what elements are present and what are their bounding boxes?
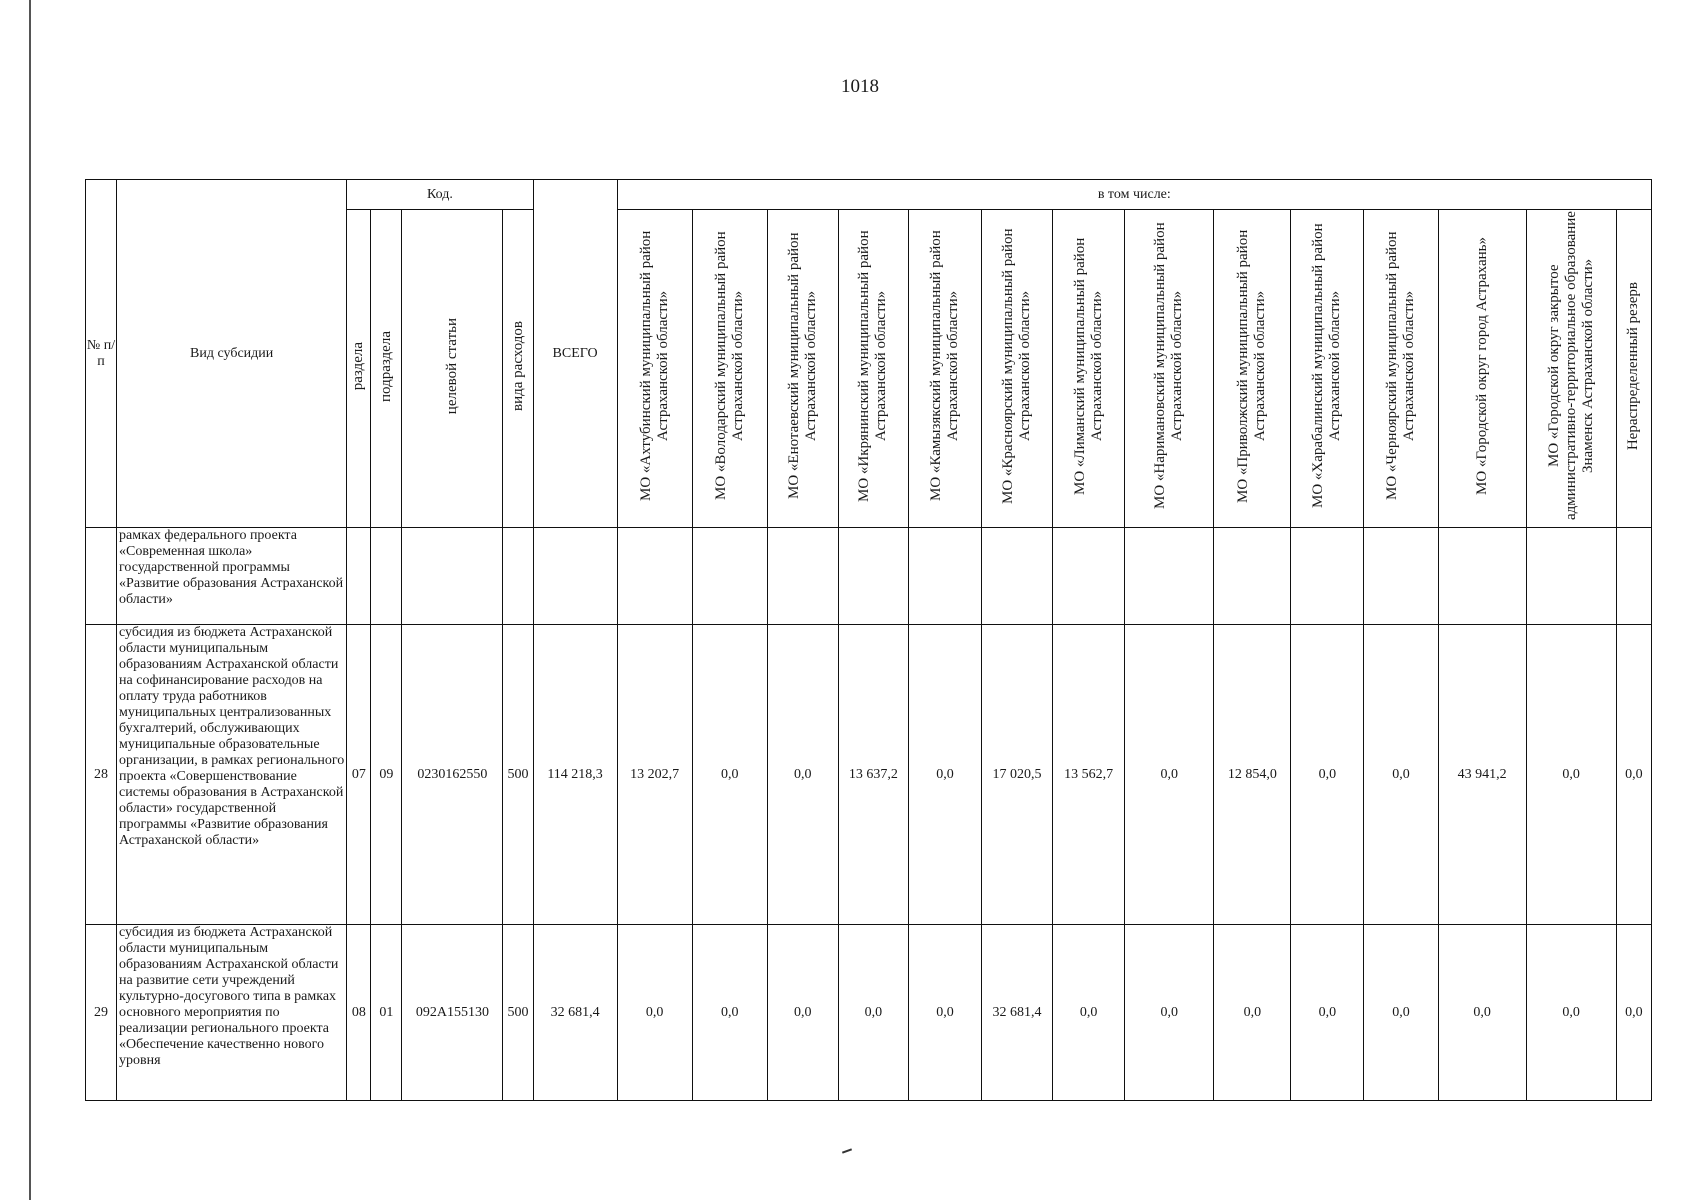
row-mo-value: 0,0: [1364, 625, 1438, 925]
scan-mark: [842, 1148, 852, 1153]
row-number: [86, 528, 117, 625]
subsidy-table: [85, 179, 1652, 1101]
header-type: Вид субсидии: [117, 180, 347, 528]
row-number: 29: [86, 925, 117, 1101]
header-mo-col: МО «Икрянинский муниципальный район Астраханской области»: [838, 210, 908, 528]
row-mo-value: [1438, 528, 1526, 625]
row-razdel: 08: [347, 925, 371, 1101]
header-mo-col: Нераспределенный резерв: [1616, 210, 1651, 528]
header-mo-col: МО «Красноярский муниципальный район Астраханской области»: [982, 210, 1053, 528]
header-vid: вида расходов: [503, 210, 533, 528]
row-mo-value: 17 020,5: [982, 625, 1053, 925]
row-podrazdel: 01: [371, 925, 402, 1101]
row-mo-value: [617, 528, 692, 625]
row-mo-value: [1214, 528, 1291, 625]
header-mo-col: МО «Лиманский муниципальный район Астраханской области»: [1053, 210, 1125, 528]
row-total: 32 681,4: [533, 925, 617, 1101]
header-total: ВСЕГО: [533, 180, 617, 528]
header-code: Код.: [347, 180, 533, 210]
header-mo-col: МО «Харабалинский муниципальный район Астраханской области»: [1291, 210, 1364, 528]
row-razdel: [347, 528, 371, 625]
row-mo-value: 0,0: [1291, 625, 1364, 925]
row-mo-value: 0,0: [908, 625, 981, 925]
header-mo-col: МО «Наримановский муниципальный район Астраханской области»: [1125, 210, 1214, 528]
row-mo-value: 0,0: [692, 925, 767, 1101]
header-mo-col: МО «Городской округ закрытое административно-территориальное образование Знаменск Астраханской области»: [1526, 210, 1616, 528]
row-mo-value: 12 854,0: [1214, 625, 1291, 925]
header-cel: целевой статьи: [402, 210, 503, 528]
row-description: субсидия из бюджета Астраханской области муниципальным образованиям Астраханской области на развитие сети учреждений культурно-досугового типа в рамках основного мероприятия по реализации регионального проекта «Обеспечение качественно нового уровня: [117, 925, 347, 1101]
row-mo-value: [1125, 528, 1214, 625]
row-mo-value: [767, 528, 838, 625]
row-podrazdel: 09: [371, 625, 402, 925]
row-mo-value: [1616, 528, 1651, 625]
row-mo-value: [1364, 528, 1438, 625]
row-mo-value: 0,0: [1214, 925, 1291, 1101]
row-mo-value: 13 202,7: [617, 625, 692, 925]
row-mo-value: [692, 528, 767, 625]
header-including: в том числе:: [617, 180, 1651, 210]
header-podrazdel: подраздела: [371, 210, 402, 528]
header-razdel: раздела: [347, 210, 371, 528]
row-mo-value: 0,0: [767, 625, 838, 925]
row-mo-value: 0,0: [1053, 925, 1125, 1101]
row-cel: 0230162550: [402, 625, 503, 925]
row-mo-value: 0,0: [692, 625, 767, 925]
row-mo-value: 0,0: [1526, 925, 1616, 1101]
row-mo-value: [982, 528, 1053, 625]
row-mo-value: 0,0: [1291, 925, 1364, 1101]
row-mo-value: 0,0: [1616, 925, 1651, 1101]
row-vid: 500: [503, 925, 533, 1101]
header-mo-col: МО «Приволжский муниципальный район Астраханской области»: [1214, 210, 1291, 528]
row-mo-value: 13 562,7: [1053, 625, 1125, 925]
row-razdel: 07: [347, 625, 371, 925]
row-mo-value: 0,0: [1364, 925, 1438, 1101]
header-mo-col: МО «Черноярский муниципальный район Астраханской области»: [1364, 210, 1438, 528]
header-mo-col: МО «Володарский муниципальный район Астраханской области»: [692, 210, 767, 528]
row-total: [533, 528, 617, 625]
row-mo-value: [1291, 528, 1364, 625]
row-vid: [503, 528, 533, 625]
row-mo-value: 43 941,2: [1438, 625, 1526, 925]
row-cel: 092А155130: [402, 925, 503, 1101]
row-mo-value: 0,0: [1438, 925, 1526, 1101]
row-mo-value: 0,0: [908, 925, 981, 1101]
row-total: 114 218,3: [533, 625, 617, 925]
row-mo-value: 0,0: [1526, 625, 1616, 925]
row-mo-value: 0,0: [1616, 625, 1651, 925]
row-description: рамках федерального проекта «Современная школа» государственной программы «Развитие образования Астраханской области»: [117, 528, 347, 625]
header-num: № п/п: [86, 180, 117, 528]
row-mo-value: [1053, 528, 1125, 625]
row-cel: [402, 528, 503, 625]
header-mo-col: МО «Городской округ город Астрахань»: [1438, 210, 1526, 528]
row-podrazdel: [371, 528, 402, 625]
row-mo-value: 13 637,2: [838, 625, 908, 925]
header-mo-col: МО «Камызякский муниципальный район Астраханской области»: [908, 210, 981, 528]
table-row: [86, 528, 1652, 625]
table-row: [86, 925, 1652, 1101]
row-description: субсидия из бюджета Астраханской области муниципальным образованиям Астраханской области на софинансирование расходов на оплату труда работников муниципальных централизованных бухгалтерий, обслуживающих муниципальные образовательные организации, в рамках регионального проекта «Совершенствование системы образования в Астраханской области» государственной программы «Развитие образования Астраханской области»: [117, 625, 347, 925]
row-mo-value: 0,0: [767, 925, 838, 1101]
header-mo-col: МО «Ахтубинский муниципальный район Астраханской области»: [617, 210, 692, 528]
page-number: 1018: [841, 76, 879, 97]
row-mo-value: [908, 528, 981, 625]
table-row: [86, 625, 1652, 925]
row-mo-value: 0,0: [838, 925, 908, 1101]
row-number: 28: [86, 625, 117, 925]
header-mo-col: МО «Енотаевский муниципальный район Астраханской области»: [767, 210, 838, 528]
row-mo-value: 32 681,4: [982, 925, 1053, 1101]
row-mo-value: [1526, 528, 1616, 625]
row-mo-value: [838, 528, 908, 625]
row-mo-value: 0,0: [1125, 925, 1214, 1101]
row-mo-value: 0,0: [1125, 625, 1214, 925]
page-margin-line: [29, 0, 31, 1200]
row-mo-value: 0,0: [617, 925, 692, 1101]
row-vid: 500: [503, 625, 533, 925]
